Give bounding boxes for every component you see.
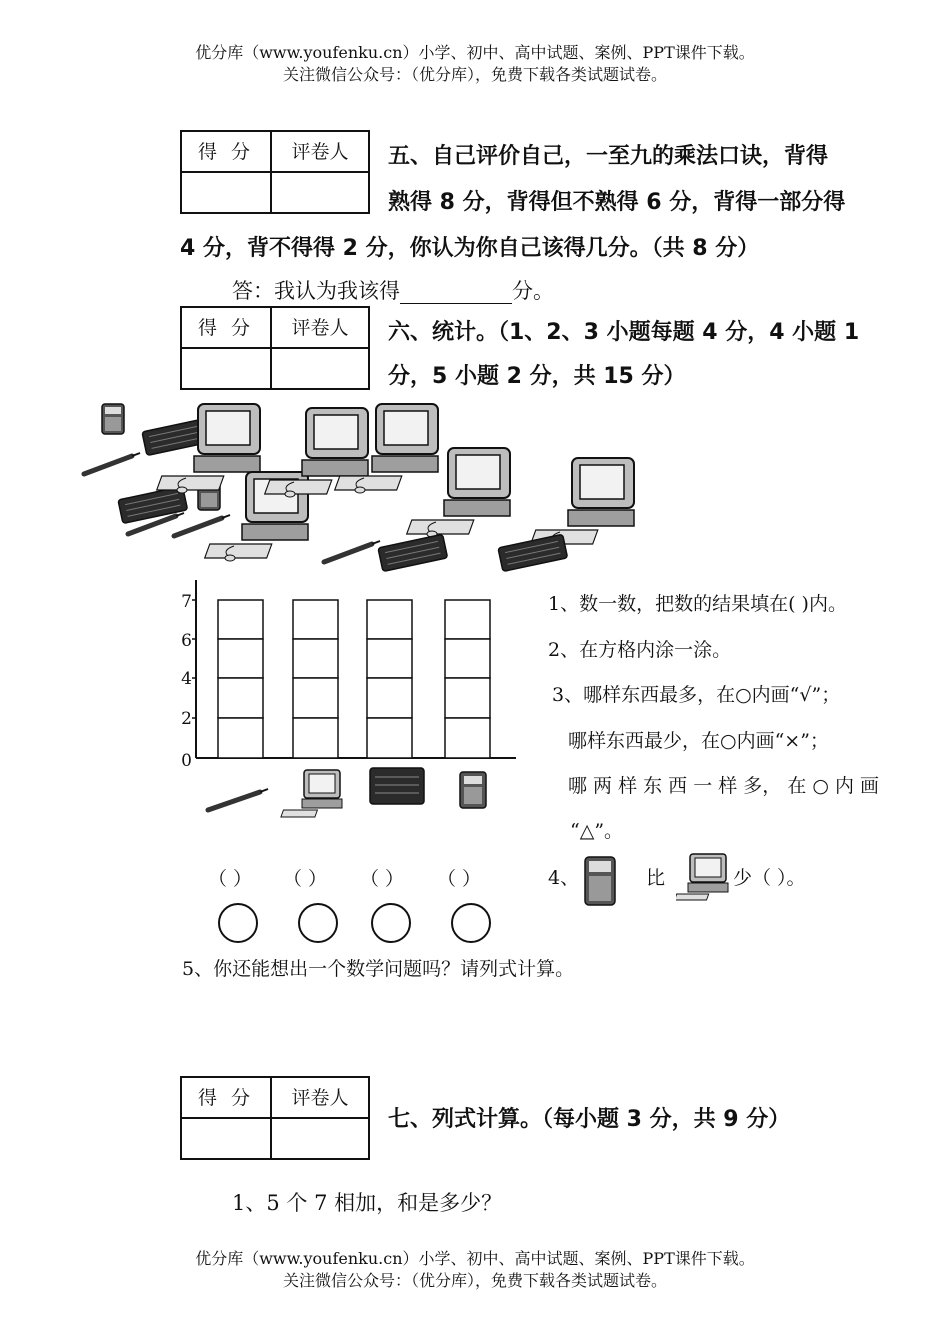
q2-text: 2、在方格内涂一涂。 bbox=[548, 639, 732, 661]
score-cell bbox=[182, 173, 272, 212]
keyboard-icon bbox=[498, 534, 568, 571]
pencil-icon bbox=[174, 515, 230, 536]
grid-cell[interactable] bbox=[445, 639, 490, 678]
grid-cell[interactable] bbox=[218, 639, 263, 678]
q5-text: 5、你还能想出一个数学问题吗？请列式计算。 bbox=[182, 958, 575, 980]
q4-suffix: 少（ ）。 bbox=[733, 867, 806, 889]
answer-paren-2[interactable]: （ ） bbox=[283, 868, 328, 890]
y-tick-4: 4 bbox=[181, 669, 192, 689]
section7-q1: 1、5 个 7 相加，和是多少？ bbox=[232, 1191, 503, 1215]
answer-paren-1[interactable]: （ ） bbox=[208, 868, 253, 890]
answer-blank[interactable] bbox=[400, 281, 512, 304]
section6-line2: 分，5 小题 2 分，共 15 分） bbox=[388, 364, 686, 389]
grid-cell[interactable] bbox=[218, 718, 263, 758]
y-tick-7: 7 bbox=[181, 592, 192, 612]
pencil-icon bbox=[208, 789, 268, 810]
footer-line-2: 关注微信公众号：（优分库），免费下载各类试题试卷。 bbox=[282, 1271, 667, 1290]
q3-line3: 哪 两 样 东 西 一 样 多， 在 ○ 内 画 bbox=[568, 775, 880, 797]
score-label: 得 分 bbox=[182, 1078, 272, 1119]
grid-cell[interactable] bbox=[445, 600, 490, 639]
grid-cell[interactable] bbox=[367, 718, 412, 758]
answer-prefix: 答：我认为我该得 bbox=[232, 279, 400, 303]
keyboard-icon bbox=[370, 768, 424, 804]
score-cell bbox=[182, 1119, 272, 1158]
grid-cell[interactable] bbox=[367, 600, 412, 639]
counting-illustration bbox=[70, 398, 670, 578]
q4-compare: 比 bbox=[646, 867, 666, 889]
section6-line1: 六、统计。（1、2、3 小题每题 4 分，4 小题 1 bbox=[388, 320, 860, 345]
answer-circle-1[interactable] bbox=[218, 903, 258, 943]
calculator-icon bbox=[584, 856, 616, 906]
y-tick-6: 6 bbox=[181, 631, 192, 651]
answer-circle-2[interactable] bbox=[298, 903, 338, 943]
section5-line3: 4 分，背不得得 2 分，你认为你自己该得几分。（共 8 分） bbox=[180, 236, 760, 261]
answer-circle-4[interactable] bbox=[451, 903, 491, 943]
header-line-1: 优分库（www.youfenku.cn）小学、初中、高中试题、案例、PPT课件下载。 bbox=[195, 43, 755, 62]
score-box-section6 bbox=[180, 306, 370, 390]
q1-text: 1、数一数，把数的结果填在( )内。 bbox=[548, 593, 847, 615]
grader-cell bbox=[272, 1119, 368, 1158]
grid-cell[interactable] bbox=[445, 718, 490, 758]
grid-cell[interactable] bbox=[367, 678, 412, 718]
section7-title: 七、列式计算。（每小题 3 分，共 9 分） bbox=[388, 1107, 791, 1132]
score-label: 得 分 bbox=[182, 132, 272, 173]
computer-icon bbox=[676, 852, 732, 902]
grader-cell bbox=[272, 173, 368, 212]
answer-paren-3[interactable]: （ ） bbox=[360, 868, 405, 890]
pencil-icon bbox=[84, 453, 140, 474]
grid-cell[interactable] bbox=[293, 639, 338, 678]
score-box-section7 bbox=[180, 1076, 370, 1160]
q3-line1: 3、哪样东西最多，在○内画“√”； bbox=[552, 684, 841, 706]
grid-cell[interactable] bbox=[218, 678, 263, 718]
grid-cell[interactable] bbox=[293, 600, 338, 639]
y-tick-0: 0 bbox=[181, 751, 192, 771]
answer-suffix: 分。 bbox=[512, 279, 554, 303]
grader-cell bbox=[272, 349, 368, 388]
grid-cell[interactable] bbox=[367, 639, 412, 678]
section5-line2: 熟得 8 分，背得但不熟得 6 分，背得一部分得 bbox=[388, 190, 846, 215]
score-label: 得 分 bbox=[182, 308, 272, 349]
score-box-section5 bbox=[180, 130, 370, 214]
footer-line-1: 优分库（www.youfenku.cn）小学、初中、高中试题、案例、PPT课件下载。 bbox=[195, 1249, 755, 1268]
grid-cell[interactable] bbox=[218, 600, 263, 639]
q4-prefix: 4、 bbox=[548, 867, 580, 889]
section5-line1: 五、自己评价自己，一至九的乘法口诀，背得 bbox=[388, 144, 829, 169]
header-line-2: 关注微信公众号：（优分库），免费下载各类试题试卷。 bbox=[282, 65, 667, 84]
keyboard-icon bbox=[378, 534, 448, 571]
grader-label: 评卷人 bbox=[272, 308, 368, 349]
tally-chart bbox=[170, 578, 540, 818]
grid-cell[interactable] bbox=[445, 678, 490, 718]
q3-line4: “△”。 bbox=[570, 820, 624, 842]
pencil-icon bbox=[324, 541, 380, 562]
calculator-icon bbox=[460, 772, 486, 808]
score-cell bbox=[182, 349, 272, 388]
grader-label: 评卷人 bbox=[272, 1078, 368, 1119]
y-tick-2: 2 bbox=[181, 709, 192, 729]
grid-cell[interactable] bbox=[293, 718, 338, 758]
calculator-icon bbox=[102, 404, 124, 434]
answer-circle-3[interactable] bbox=[371, 903, 411, 943]
section5-answer bbox=[232, 278, 554, 304]
computer-icon bbox=[281, 770, 342, 817]
grid-cell[interactable] bbox=[293, 678, 338, 718]
computer-icon bbox=[531, 458, 634, 547]
grader-label: 评卷人 bbox=[272, 132, 368, 173]
q3-line2: 哪样东西最少，在○内画“×”； bbox=[568, 730, 829, 752]
answer-paren-4[interactable]: （ ） bbox=[437, 868, 482, 890]
